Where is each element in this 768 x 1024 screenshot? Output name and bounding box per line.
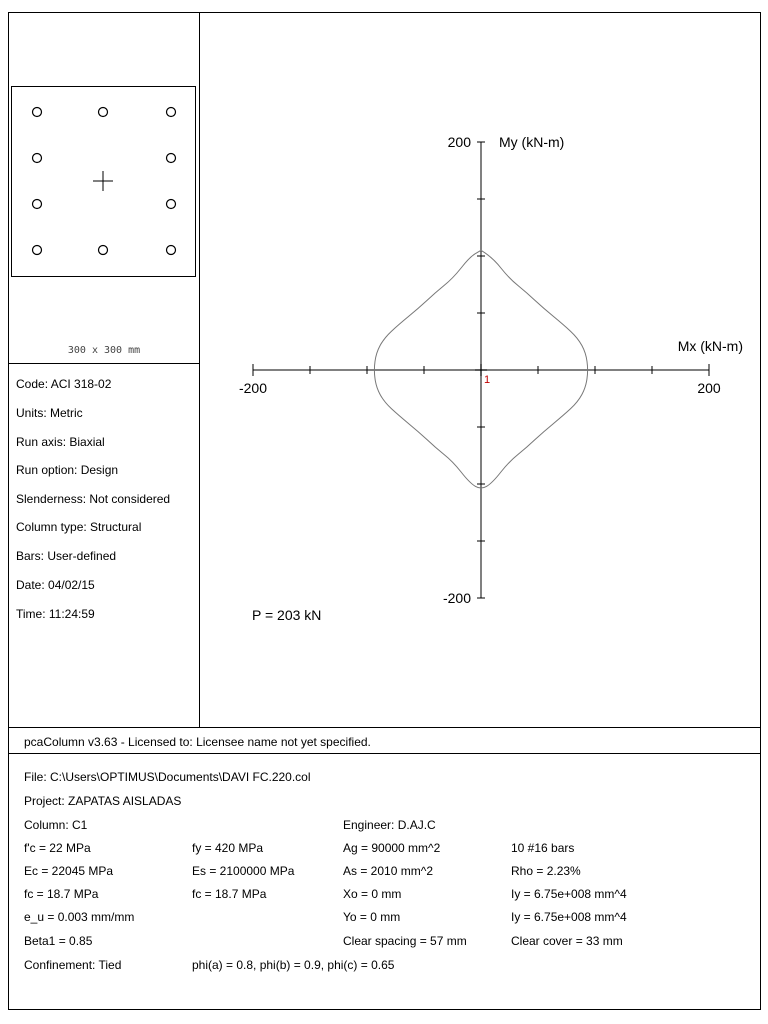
y-tick-label-max: 200 bbox=[447, 134, 471, 150]
info-time: Time: 11:24:59 bbox=[16, 607, 95, 621]
status-bottom-divider bbox=[8, 753, 761, 754]
footer-clear-spacing: Clear spacing = 57 mm bbox=[343, 934, 467, 948]
axial-load-label: P = 203 kN bbox=[252, 607, 322, 623]
info-column-type: Column type: Structural bbox=[16, 520, 142, 534]
footer-engineer: Engineer: D.AJ.C bbox=[343, 818, 436, 832]
rebar-circle bbox=[33, 246, 42, 255]
y-axis-label: My (kN-m) bbox=[499, 134, 565, 150]
info-bars: Bars: User-defined bbox=[16, 549, 117, 563]
footer-confinement: Confinement: Tied bbox=[24, 958, 122, 972]
rebar-circle bbox=[33, 108, 42, 117]
rebar-circle bbox=[167, 200, 176, 209]
footer-fc: f'c = 22 MPa bbox=[24, 841, 91, 855]
footer-fc-conc2: fc = 18.7 MPa bbox=[192, 887, 267, 901]
footer-eu: e_u = 0.003 mm/mm bbox=[24, 910, 135, 924]
footer-es: Es = 2100000 MPa bbox=[192, 864, 295, 878]
x-tick-label-max: 200 bbox=[697, 380, 721, 396]
footer-ix: Iy = 6.75e+008 mm^4 bbox=[511, 887, 627, 901]
info-run-axis: Run axis: Biaxial bbox=[16, 435, 105, 449]
footer-xo: Xo = 0 mm bbox=[343, 887, 402, 901]
footer-yo: Yo = 0 mm bbox=[343, 910, 401, 924]
section-dimension-label: 300 x 300 mm bbox=[67, 345, 141, 356]
footer-clear-cover: Clear cover = 33 mm bbox=[511, 934, 623, 948]
rebar-circle bbox=[99, 108, 108, 117]
column-section bbox=[11, 86, 196, 277]
rebar-circle bbox=[167, 246, 176, 255]
info-date: Date: 04/02/15 bbox=[16, 578, 95, 592]
footer-beta: Beta1 = 0.85 bbox=[24, 934, 93, 948]
rebar-circle bbox=[167, 108, 176, 117]
footer-phi: phi(a) = 0.8, phi(b) = 0.9, phi(c) = 0.65 bbox=[192, 958, 395, 972]
footer-rho: Rho = 2.23% bbox=[511, 864, 581, 878]
x-tick-label-min: -200 bbox=[238, 380, 268, 396]
footer-bars-count: 10 #16 bars bbox=[511, 841, 575, 855]
rebar-circle bbox=[167, 154, 176, 163]
status-top-divider bbox=[8, 727, 761, 728]
footer-ec: Ec = 22045 MPa bbox=[24, 864, 114, 878]
footer-fy: fy = 420 MPa bbox=[192, 841, 264, 855]
footer-ag: Ag = 90000 mm^2 bbox=[343, 841, 441, 855]
y-tick-label-min: -200 bbox=[442, 590, 471, 606]
info-slenderness: Slenderness: Not considered bbox=[16, 492, 171, 506]
rebar-circle bbox=[33, 154, 42, 163]
section-svg bbox=[11, 86, 196, 277]
status-line: pcaColumn v3.63 - Licensed to: Licensee name not yet specified. bbox=[24, 735, 371, 749]
info-run-option: Run option: Design bbox=[16, 463, 119, 477]
footer-file: File: C:\Users\OPTIMUS\Documents\DAVI FC.220.col bbox=[24, 770, 311, 784]
footer-iy: Iy = 6.75e+008 mm^4 bbox=[511, 910, 627, 924]
footer-as: As = 2010 mm^2 bbox=[343, 864, 434, 878]
x-axis-label: Mx (kN-m) bbox=[677, 338, 743, 354]
interaction-diagram bbox=[200, 13, 760, 725]
load-point-label: 1 bbox=[484, 374, 491, 386]
rebar-circle bbox=[33, 200, 42, 209]
footer-fc-conc: fc = 18.7 MPa bbox=[24, 887, 99, 901]
footer-column: Column: C1 bbox=[24, 818, 88, 832]
rebar-circle bbox=[99, 246, 108, 255]
footer-project: Project: ZAPATAS AISLADAS bbox=[24, 794, 182, 808]
info-units: Units: Metric bbox=[16, 406, 83, 420]
info-code: Code: ACI 318-02 bbox=[16, 377, 112, 391]
section-info-divider bbox=[8, 363, 200, 364]
